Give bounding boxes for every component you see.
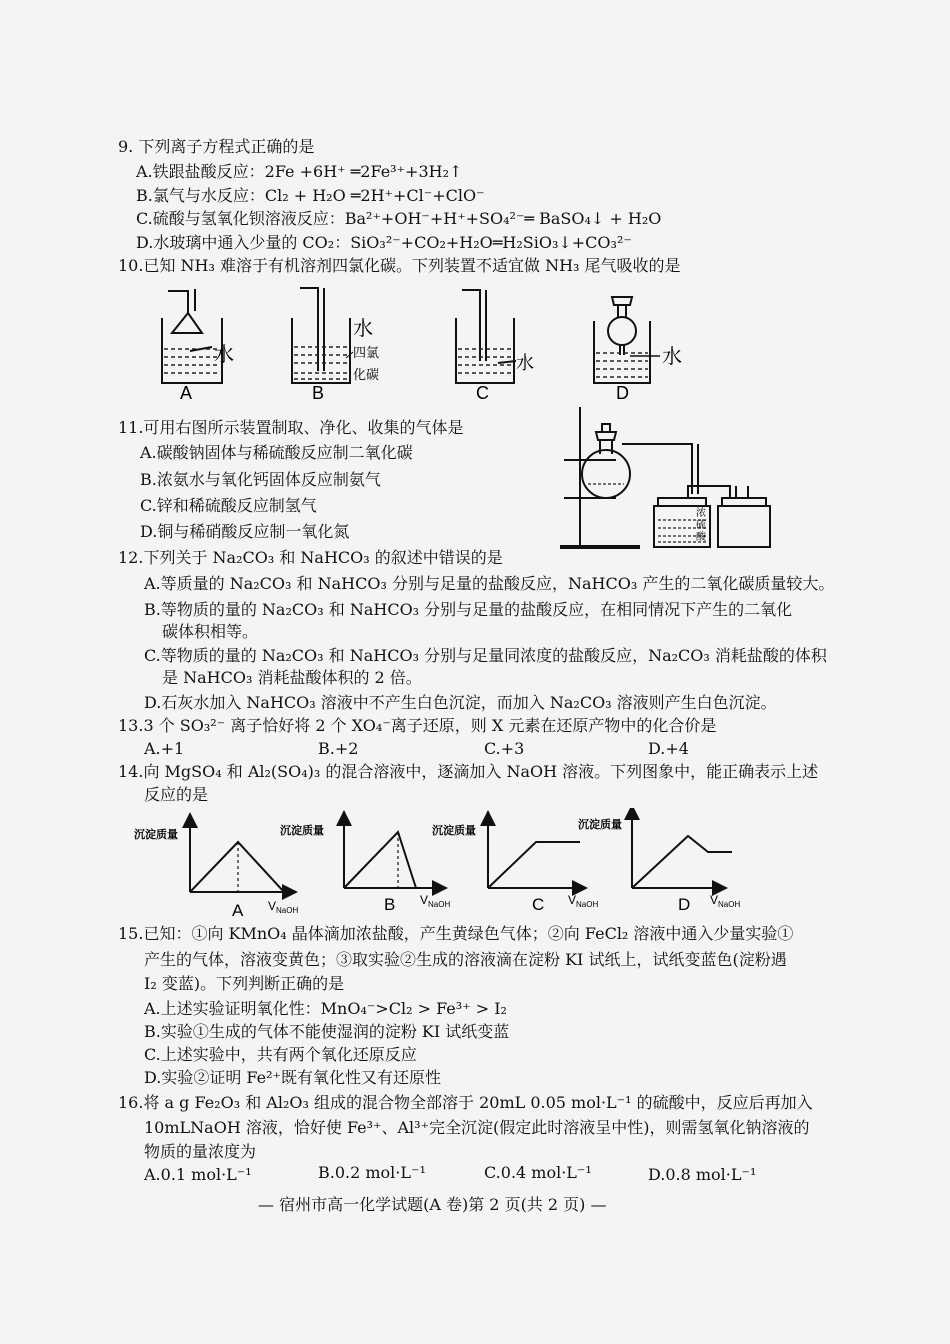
text-line: I₂ 变蓝)。下列判断正确的是 — [144, 974, 345, 993]
q14-xlabel-a: $V_{NaOH}$ — [268, 899, 299, 915]
text-line: 碳体积相等。 — [162, 622, 259, 641]
text-line: 9. 下列离子方程式正确的是 — [118, 137, 315, 156]
q10-label-c: C — [476, 383, 489, 403]
text-line: — 宿州市高一化学试题(A 卷)第 2 页(共 2 页) — — [258, 1195, 607, 1214]
text-line: B.氯气与水反应：Cl₂ + H₂O ═2H⁺+Cl⁻+ClO⁻ — [136, 186, 485, 205]
q14-label-d: D — [678, 895, 691, 914]
q10-label-water-a: 水 — [214, 344, 234, 366]
text-line: B.实验①生成的气体不能使湿润的淀粉 KI 试纸变蓝 — [144, 1022, 510, 1041]
text-line: 是 NaHCO₃ 消耗盐酸体积的 2 倍。 — [162, 668, 422, 687]
text-line: A.碳酸钠固体与稀硫酸反应制二氧化碳 — [140, 443, 413, 462]
q11-label-acid-1: 浓 — [696, 508, 706, 519]
text-line: D.铜与稀硝酸反应制一氧化氮 — [140, 522, 350, 541]
q10-label-ccl4-1: 四氯 — [353, 345, 380, 360]
q10-label-water-c: 水 — [516, 353, 534, 373]
text-line: D.石灰水加入 NaHCO₃ 溶液中不产生白色沉淀，而加入 Na₂CO₃ 溶液则产生白色沉淀。 — [144, 693, 777, 712]
q14-ylabel-a: 沉淀质量 — [134, 829, 178, 841]
text-line: C.硫酸与氢氧化钡溶液反应：Ba²⁺+OH⁻+H⁺+SO₄²⁻═ BaSO₄↓ + H₂O — [136, 209, 662, 228]
q16-option-a: A.0.1 mol·L⁻¹ — [144, 1165, 252, 1184]
text-line: D.水玻璃中通入少量的 CO₂：SiO₃²⁻+CO₂+H₂O═H₂SiO₃↓+CO₃²⁻ — [136, 233, 632, 252]
text-line: 反应的是 — [144, 785, 209, 804]
text-line: 10.已知 NH₃ 难溶于有机溶剂四氯化碳。下列装置不适宜做 NH₃ 尾气吸收的是 — [118, 256, 681, 275]
q14-ylabel-c: 沉淀质量 — [432, 825, 476, 837]
q11-label-acid-3: 酸 — [696, 532, 706, 543]
text-line: 物质的量浓度为 — [144, 1142, 257, 1161]
q14-ylabel-d: 沉淀质量 — [578, 819, 622, 831]
q13-option-c: C.+3 — [484, 739, 525, 758]
q14-graphs-figure — [120, 808, 760, 920]
q14-ylabel-b: 沉淀质量 — [280, 825, 324, 837]
q10-apparatus-figure — [150, 283, 710, 403]
text-line: A.铁跟盐酸反应：2Fe +6H⁺ ═2Fe³⁺+3H₂↑ — [136, 162, 463, 181]
q16-option-d: D.0.8 mol·L⁻¹ — [648, 1165, 757, 1184]
q14-label-c: C — [532, 895, 545, 914]
text-line: 11.可用右图所示装置制取、净化、收集的气体是 — [118, 418, 464, 437]
q10-label-water-d: 水 — [662, 346, 682, 368]
text-line: B.等物质的量的 Na₂CO₃ 和 NaHCO₃ 分别与足量的盐酸反应，在相同情况下产生的二氧化 — [144, 600, 793, 619]
q13-option-b: B.+2 — [318, 739, 359, 758]
text-line: 16.将 a g Fe₂O₃ 和 Al₂O₃ 组成的混合物全部溶于 20mL 0.05 mol·L⁻¹ 的硫酸中，反应后再加入 — [118, 1093, 813, 1112]
q10-label-water-b: 水 — [353, 318, 373, 340]
q10-label-d: D — [616, 383, 629, 403]
text-line: 产生的气体，溶液变黄色；③取实验②生成的溶液滴在淀粉 KI 试纸上，试纸变蓝色(淀粉遇 — [144, 950, 787, 969]
q11-apparatus-figure — [560, 402, 780, 554]
q10-label-a: A — [180, 383, 193, 403]
text-line: B.浓氨水与氧化钙固体反应制氨气 — [140, 470, 381, 489]
text-line: 13.3 个 SO₃²⁻ 离子恰好将 2 个 XO₄⁻离子还原，则 X 元素在还原产物中的化合价是 — [118, 716, 717, 735]
q11-label-acid-2: 硫 — [696, 520, 706, 531]
text-line: C.等物质的量的 Na₂CO₃ 和 NaHCO₃ 分别与足量同浓度的盐酸反应，Na₂CO₃ 消耗盐酸的体积 — [144, 646, 827, 665]
q14-label-a: A — [232, 901, 244, 920]
text-line: A.等质量的 Na₂CO₃ 和 NaHCO₃ 分别与足量的盐酸反应，NaHCO₃ 产生的二氧化碳质量较大。 — [144, 574, 835, 593]
text-line: D.实验②证明 Fe²⁺既有氧化性又有还原性 — [144, 1068, 441, 1087]
q14-xlabel-d: $V_{NaOH}$ — [710, 893, 741, 909]
q13-option-a: A.+1 — [144, 739, 185, 758]
text-line: C.上述实验中，共有两个氧化还原反应 — [144, 1045, 417, 1064]
q10-label-ccl4-2: 化碳 — [353, 367, 380, 382]
text-line: 14.向 MgSO₄ 和 Al₂(SO₄)₃ 的混合溶液中，逐滴加入 NaOH 溶液。下列图象中，能正确表示上述 — [118, 762, 819, 781]
text-line: A.上述实验证明氧化性：MnO₄⁻>Cl₂ > Fe³⁺ > I₂ — [144, 999, 507, 1018]
text-line: 12.下列关于 Na₂CO₃ 和 NaHCO₃ 的叙述中错误的是 — [118, 548, 503, 567]
q16-option-b: B.0.2 mol·L⁻¹ — [318, 1163, 426, 1182]
q14-label-b: B — [384, 895, 396, 914]
text-line: C.锌和稀硫酸反应制氢气 — [140, 496, 317, 515]
q14-xlabel-c: $V_{NaOH}$ — [568, 893, 599, 909]
text-line: 10mLNaOH 溶液，恰好使 Fe³⁺、Al³⁺完全沉淀(假定此时溶液呈中性)，则需氢氧化钠溶液的 — [144, 1118, 810, 1137]
q13-option-d: D.+4 — [648, 739, 689, 758]
q10-label-b: B — [312, 383, 325, 403]
text-line: 15.已知：①向 KMnO₄ 晶体滴加浓盐酸，产生黄绿色气体；②向 FeCl₂ 溶液中通入少量实验① — [118, 924, 794, 943]
q14-xlabel-b: $V_{NaOH}$ — [420, 893, 451, 909]
q16-option-c: C.0.4 mol·L⁻¹ — [484, 1163, 592, 1182]
